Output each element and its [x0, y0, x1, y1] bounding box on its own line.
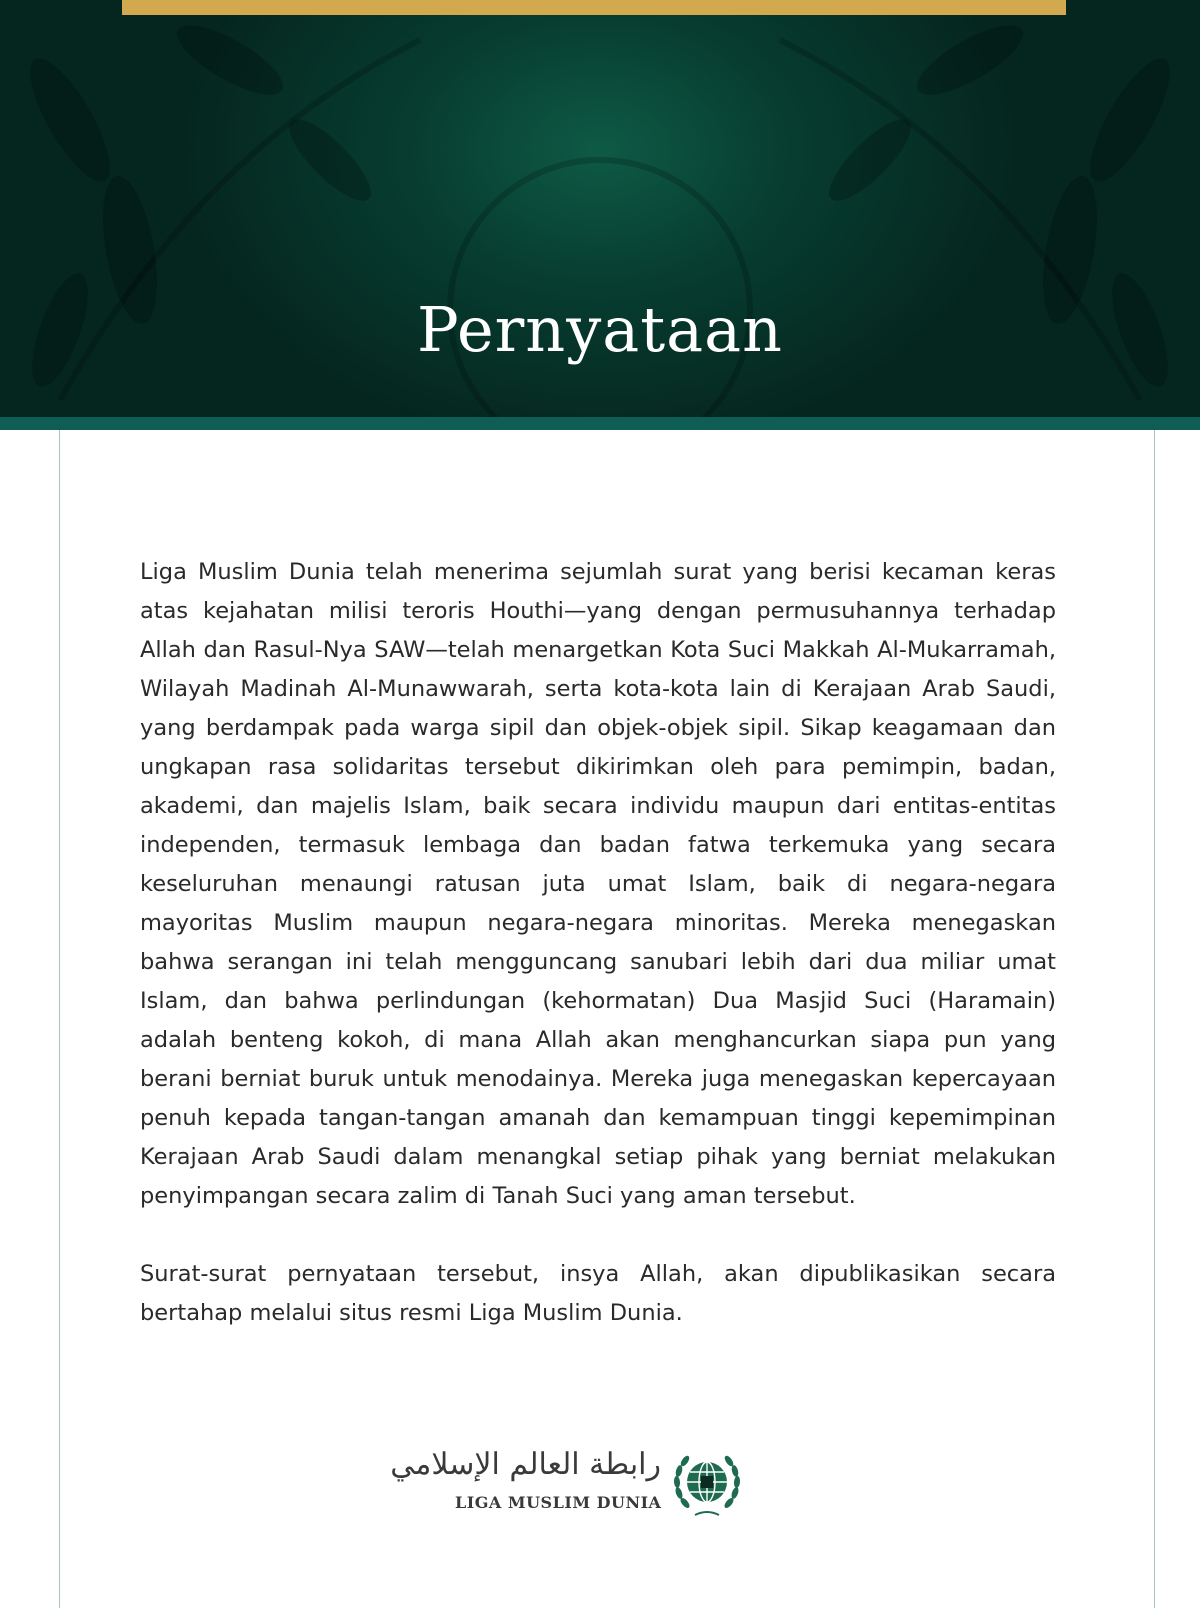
statement-paragraph-1: Liga Muslim Dunia telah menerima sejumlah surat yang berisi kecaman keras atas kejahatan milisi teroris Houthi—yang dengan permusuhannya terhadap Allah dan Rasul-Nya SAW—telah menargetkan Kota Suci Makkah Al-Mukarramah, Wilayah Madinah Al-Munawwarah, serta kota-kota lain di Kerajaan Arab Saudi, yang berdampak pada warga sipil dan objek-objek sipil. Sikap keagamaan dan ungkapan rasa solidaritas tersebut dikirimkan oleh para pemimpin, badan, akademi, dan majelis Islam, baik secara individu maupun dari entitas-entitas independen, termasuk lembaga dan badan fatwa terkemuka yang secara keseluruhan menaungi ratusan juta umat Islam, baik di negara-negara mayoritas Muslim maupun negara-negara minoritas. Mereka menegaskan bahwa serangan ini telah mengguncang sanubari lebih dari dua miliar umat Islam, dan bahwa perlindungan (kehormatan) Dua Masjid Suci (Haramain) adalah benteng kokoh, di mana Allah akan menghancurkan siapa pun yang berani berniat buruk untuk menodainya. Mereka juga menegaskan kepercayaan penuh kepada tangan-tangan amanah dan kemampuan tinggi kepemimpinan Kerajaan Arab Saudi dalam menangkal setiap pihak yang berniat melakukan penyimpangan secara zalim di Tanah Suci yang aman tersebut.: [140, 559, 1056, 1209]
teal-divider-band: [0, 417, 1200, 430]
statement-body: [140, 553, 1056, 1372]
mwl-logo: [390, 1445, 745, 1525]
header-banner: [0, 0, 1200, 417]
logo-arabic-name: رابطة العالم الإسلامي: [390, 1447, 661, 1482]
right-margin-rule: [1154, 430, 1155, 1608]
logo-latin-name: LIGA MUSLIM DUNIA: [455, 1493, 662, 1512]
left-margin-rule: [59, 430, 60, 1608]
page-title: Pernyataan: [417, 293, 783, 366]
globe-wreath-icon: [669, 1445, 745, 1521]
statement-paragraph-2: Surat-surat pernyataan tersebut, insya Allah, akan dipublikasikan secara bertahap melalui situs resmi Liga Muslim Dunia.: [140, 1261, 1056, 1326]
gold-accent-bar: [122, 0, 1066, 15]
